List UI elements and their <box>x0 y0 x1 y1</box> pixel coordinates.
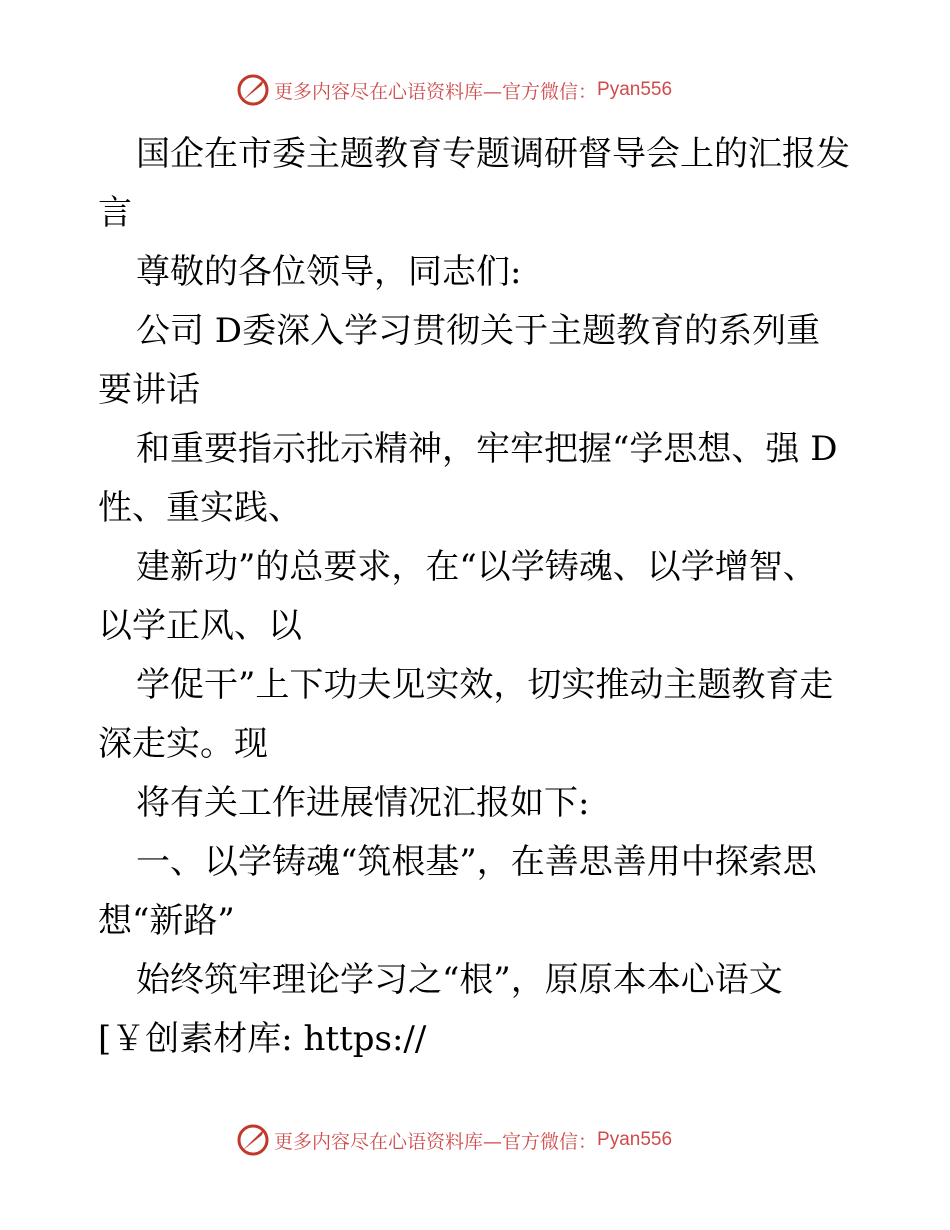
banner-wechat-id: Pyan556 <box>597 1129 673 1150</box>
text-line: 想“新路” <box>98 901 235 941</box>
banner-text: 更多内容尽在心语资料库—官方微信： <box>274 1130 598 1153</box>
quill-logo-icon <box>236 1123 270 1157</box>
text-line: 性、重实践、 <box>98 488 302 528</box>
text-line: [￥创素材库: https:// <box>98 1019 427 1059</box>
text-line: 深走实。现 <box>98 724 268 764</box>
text-line: 国企在市委主题教育专题调研督导会上的汇报发 <box>136 134 850 174</box>
text-line: 和重要指示批示精神，牢牢把握“学思想、强 D <box>136 429 838 469</box>
footer-banner <box>236 1122 716 1158</box>
banner-wechat-id: Pyan556 <box>597 79 673 100</box>
banner-text: 更多内容尽在心语资料库—官方微信： <box>274 80 598 103</box>
text-line: 言 <box>98 193 132 233</box>
text-line: 以学正风、以 <box>98 606 302 646</box>
text-line: 将有关工作进展情况汇报如下: <box>136 783 590 823</box>
text-line: 尊敬的各位领导，同志们: <box>136 252 522 292</box>
text-line: 学促干”上下功夫见实效，切实推动主题教育走 <box>136 665 834 705</box>
text-line: 建新功”的总要求，在“以学铸魂、以学增智、 <box>136 547 817 587</box>
text-line: 始终筑牢理论学习之“根”，原原本本心语文 <box>136 960 783 1000</box>
quill-logo-icon <box>236 73 270 107</box>
text-line: 公司 D委深入学习贯彻关于主题教育的系列重 <box>136 311 821 351</box>
text-line: 要讲话 <box>98 370 200 410</box>
header-banner <box>236 72 716 108</box>
document-body <box>98 125 858 1069</box>
text-line: 一、以学铸魂“筑根基”，在善思善用中探索思 <box>136 842 817 882</box>
